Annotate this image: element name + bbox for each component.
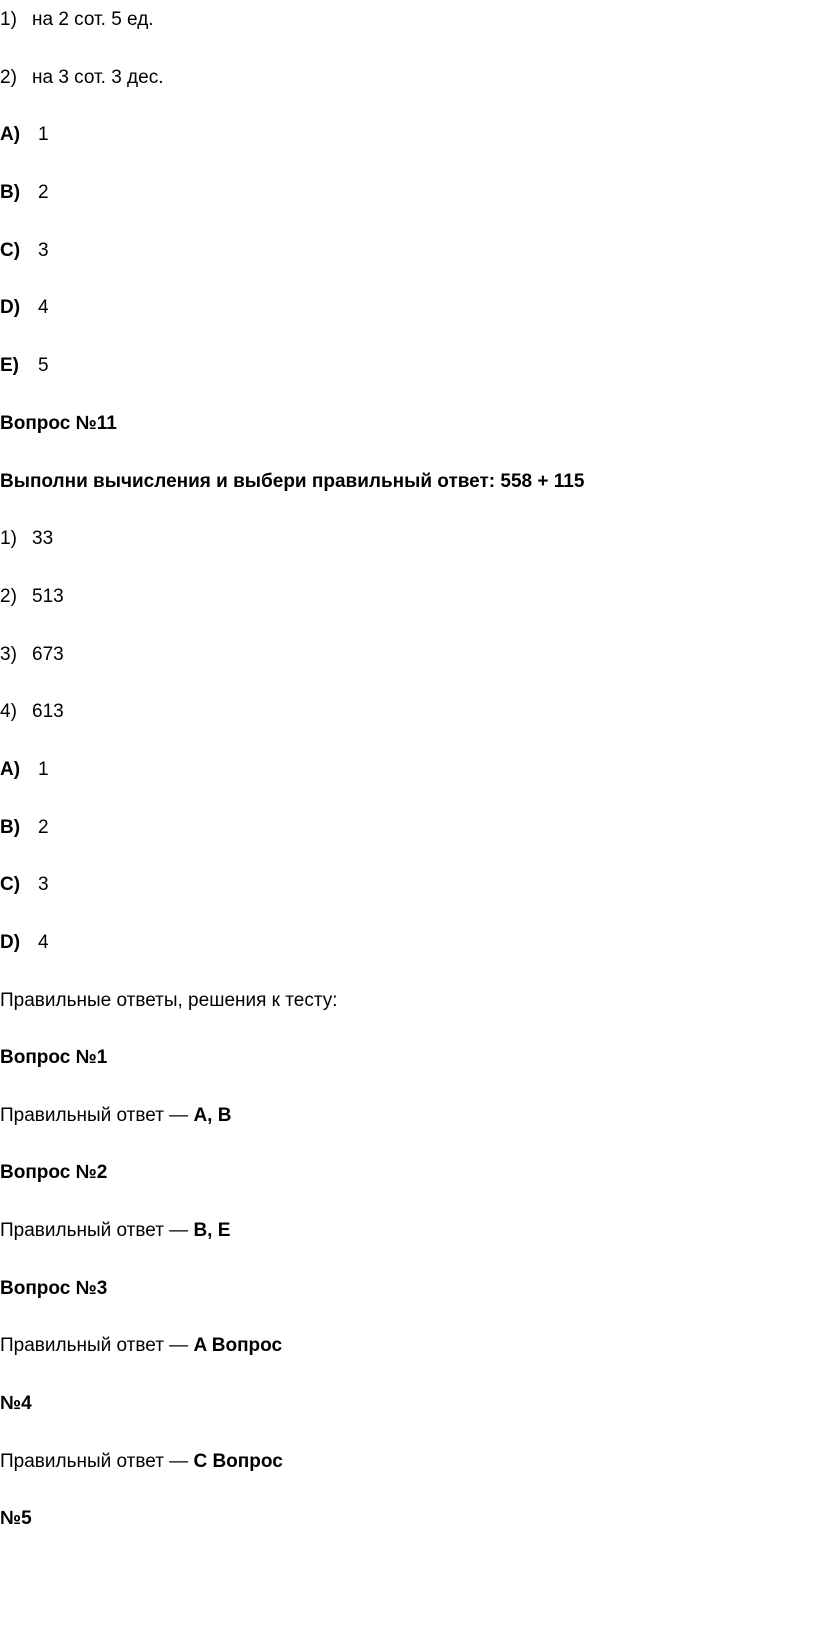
answer-label: Правильный ответ — — [0, 1451, 194, 1472]
item-text: на 2 сот. 5 ед. — [32, 9, 154, 30]
item-text: 33 — [32, 528, 54, 549]
item-text: на 3 сот. 3 дес. — [32, 67, 164, 88]
item-number: 4) — [0, 701, 17, 722]
option-value: 2 — [38, 817, 49, 838]
answer-label: Правильный ответ — — [0, 1220, 194, 1241]
answer-value: B, E — [193, 1220, 231, 1241]
option-letter: A) — [0, 759, 21, 780]
answer-heading: №4 — [0, 1393, 32, 1414]
option-value: 1 — [38, 759, 49, 780]
answer-option — [0, 123, 49, 147]
option-value: 3 — [38, 240, 49, 261]
answer-option — [0, 931, 49, 955]
option-letter: C) — [0, 240, 21, 261]
list-item — [0, 643, 64, 667]
option-value: 4 — [38, 297, 49, 318]
option-value: 1 — [38, 124, 49, 145]
answer-option — [0, 354, 49, 378]
answer-line — [0, 1450, 283, 1474]
option-value: 2 — [38, 182, 49, 203]
option-letter: B) — [0, 817, 21, 838]
answer-line — [0, 1104, 231, 1128]
item-number: 2) — [0, 586, 17, 607]
option-value: 3 — [38, 874, 49, 895]
answers-intro: Правильные ответы, решения к тесту: — [0, 990, 338, 1011]
item-number: 2) — [0, 67, 17, 88]
list-item — [0, 585, 64, 609]
answer-label: Правильный ответ — — [0, 1335, 194, 1356]
item-text: 673 — [32, 644, 64, 665]
answer-heading: Вопрос №1 — [0, 1047, 108, 1068]
answer-line — [0, 1334, 282, 1358]
item-number: 1) — [0, 9, 17, 30]
option-letter: B) — [0, 182, 21, 203]
answer-option — [0, 181, 49, 205]
option-letter: A) — [0, 124, 21, 145]
answer-value: C Вопрос — [193, 1451, 283, 1472]
list-item — [0, 66, 163, 90]
answer-line — [0, 1219, 230, 1243]
answer-value: A, B — [193, 1105, 232, 1126]
option-value: 5 — [38, 355, 49, 376]
list-item — [0, 527, 53, 551]
option-letter: D) — [0, 297, 21, 318]
answer-option — [0, 873, 49, 897]
option-letter: E) — [0, 355, 19, 376]
answer-heading: №5 — [0, 1508, 32, 1529]
option-letter: C) — [0, 874, 21, 895]
item-text: 513 — [32, 586, 64, 607]
answer-heading: Вопрос №3 — [0, 1278, 108, 1299]
answer-value: A Вопрос — [193, 1335, 283, 1356]
answer-heading: Вопрос №2 — [0, 1162, 108, 1183]
answer-option — [0, 239, 49, 263]
option-value: 4 — [38, 932, 49, 953]
option-letter: D) — [0, 932, 21, 953]
answer-label: Правильный ответ — — [0, 1105, 194, 1126]
list-item — [0, 8, 154, 32]
question-heading: Вопрос №11 — [0, 413, 117, 434]
answer-option — [0, 296, 49, 320]
item-number: 3) — [0, 644, 17, 665]
list-item — [0, 700, 64, 724]
answer-option — [0, 816, 49, 840]
item-number: 1) — [0, 528, 17, 549]
item-text: 613 — [32, 701, 64, 722]
answer-option — [0, 758, 49, 782]
question-prompt: Выполни вычисления и выбери правильный ответ: 558 + 115 — [0, 471, 585, 492]
